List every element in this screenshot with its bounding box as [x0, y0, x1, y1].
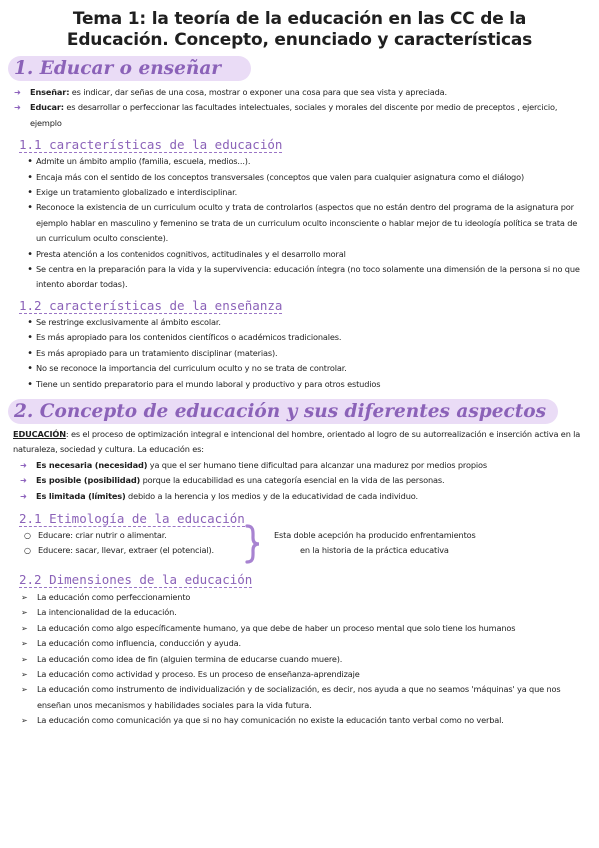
bullet-icon: • [27, 156, 33, 168]
circle-bullet-icon: ○ [24, 546, 31, 556]
list-ensenanza [24, 315, 583, 392]
list-item: • Tiene un sentido preparatorio para el mundo laboral y productivo y para otros estudios [24, 377, 583, 392]
definition-term: Educar: [30, 102, 64, 113]
list-item: ➢ La intencionalidad de la educación. [21, 605, 583, 620]
etymology-note: Esta doble acepción ha producido enfrentamientos en la historia de la práctica educativa [274, 529, 476, 556]
subsection-1-1-heading: 1.1 características de la educación [19, 137, 283, 153]
arrowhead-bullet-icon: ➢ [21, 608, 28, 618]
subsection-1-2-heading: 1.2 características de la enseñanza [19, 297, 283, 313]
definition-term: EDUCACIÓN [13, 428, 66, 439]
definition-ensenar [14, 85, 587, 100]
definition-text: es indicar, dar señas de una cosa, mostrar o exponer una cosa para que sea vista y apreciada. [69, 87, 447, 97]
list-item: • Reconoce la existencia de un curriculum oculto y trata de controlarlos (aspectos que no están dentro del programa de la asignatura por ejemplo hablar en masculino y femenino se trata de un curriculum oculto inconsciente o hablar mejor de tu ideología política se trata de un curriculum oculto consciente). [24, 200, 583, 246]
list-item: • Es más apropiado para un tratamiento disciplinar (materias). [24, 346, 583, 361]
section-1-heading: 1. Educar o enseñar [8, 56, 251, 81]
list-item: ○ Educere: sacar, llevar, extraer (el potencial). [24, 543, 214, 558]
list-item: • Presta atención a los contenidos cognitivos, actitudinales y el desarrollo moral [24, 247, 583, 262]
bullet-icon: • [27, 332, 33, 344]
section-2-heading: 2. Concepto de educación y sus diferentes aspectos [8, 399, 558, 424]
arrowhead-bullet-icon: ➢ [21, 592, 28, 602]
etymology-list [24, 528, 214, 559]
page-title [0, 9, 599, 51]
list-item: ➢ La educación como instrumento de individualización y de socialización, es decir, nos ayuda a que no seamos 'máquinas' ya que nos enseñan unos mecanismos y habilidades sociales para la vida futura. [21, 682, 583, 713]
definition-text: es desarrollar o perfeccionar las facultades intelectuales, sociales y morales del discente por medio de preceptos , ejercicio, ejemplo [30, 102, 558, 128]
dimensions-list [21, 590, 583, 729]
arrow-icon: ➜ [20, 459, 27, 470]
arrow-icon: ➜ [20, 475, 27, 486]
bullet-icon: • [27, 264, 33, 276]
list-item: ➢ La educación como perfeccionamiento [21, 590, 583, 605]
bullet-icon: • [27, 347, 33, 359]
list-item: ➜ Es necesaria (necesidad) ya que el ser humano tiene dificultad para alcanzar una madurez por medios propios [20, 458, 585, 473]
list-educacion [24, 154, 583, 293]
list-item: ➢ La educación como influencia, conducción y ayuda. [21, 636, 583, 651]
curly-brace-icon [244, 524, 262, 564]
bullet-icon: • [27, 202, 33, 214]
definition-text: : es el proceso de optimización integral e intencional del hombre, orientado al logro de su autorrealización e inserción activa en la naturaleza, sociedad y cultura. La educación es: [13, 428, 581, 455]
title-line-1: Tema 1: la teoría de la educación en las CC de la [72, 9, 527, 29]
list-item: ○ Educare: criar nutrir o alimentar. [24, 528, 214, 543]
list-item: • Es más apropiado para los contenidos científicos o académicos tradicionales. [24, 330, 583, 345]
arrowhead-bullet-icon: ➢ [21, 623, 28, 633]
bullet-icon: • [27, 316, 33, 328]
etymology-block [0, 528, 599, 564]
definition-educar [14, 100, 587, 131]
list-item: • Exige un tratamiento globalizado e interdisciplinar. [24, 185, 583, 200]
arrowhead-bullet-icon: ➢ [21, 716, 28, 726]
arrow-icon: ➜ [14, 87, 21, 97]
arrowhead-bullet-icon: ➢ [21, 669, 28, 679]
circle-bullet-icon: ○ [24, 530, 31, 540]
section-2 [0, 399, 599, 729]
definitions [14, 85, 587, 131]
arrow-icon: ➜ [20, 490, 27, 501]
list-item: ➢ La educación como algo específicamente humano, ya que debe de haber un proceso mental que solo tiene los humanos [21, 621, 583, 636]
subsection-2-2-heading: 2.2 Dimensiones de la educación [19, 571, 253, 587]
bullet-icon: • [27, 187, 33, 199]
bullet-icon: • [27, 378, 33, 390]
section-1 [0, 56, 599, 392]
subsection-2-1-heading: 2.1 Etimología de la educación [19, 510, 245, 526]
bullet-icon: • [27, 363, 33, 375]
bullet-icon: • [27, 171, 33, 183]
definition-term: Enseñar: [30, 87, 70, 97]
list-item: • Se restringe exclusivamente al ámbito escolar. [24, 315, 583, 330]
arrowhead-bullet-icon: ➢ [21, 639, 28, 649]
list-item: • Admite un ámbito amplio (familia, escuela, medios...). [24, 154, 583, 169]
list-item: ➜ Es limitada (límites) debido a la herencia y los medios y de la educatividad de cada individuo. [20, 489, 585, 504]
list-item: • No se reconoce la importancia del curriculum oculto y no se trata de controlar. [24, 361, 583, 376]
list-item: ➢ La educación como idea de fin (alguien termina de educarse cuando muere). [21, 652, 583, 667]
list-item: ➢ La educación como actividad y proceso. Es un proceso de enseñanza-aprendizaje [21, 667, 583, 682]
list-item: • Encaja más con el sentido de los conceptos transversales (conceptos que valen para cualquier asignatura como el diálogo) [24, 170, 583, 185]
list-item: ➢ La educación como comunicación ya que si no hay comunicación no existe la educación tanto verbal como no verbal. [21, 713, 583, 728]
education-points [20, 458, 585, 504]
bullet-icon: • [27, 248, 33, 260]
educacion-definition [13, 427, 585, 458]
arrowhead-bullet-icon: ➢ [21, 654, 28, 664]
arrow-icon: ➜ [14, 102, 21, 113]
title-line-2: Educación. Concepto, enunciado y características [66, 30, 533, 50]
list-item: ➜ Es posible (posibilidad) porque la educabilidad es una categoría esencial en la vida de las personas. [20, 473, 585, 488]
arrowhead-bullet-icon: ➢ [21, 685, 28, 695]
list-item: • Se centra en la preparación para la vida y la supervivencia: educación íntegra (no toco solamente una dimensión de la persona si no que intento abordar todas). [24, 262, 583, 293]
